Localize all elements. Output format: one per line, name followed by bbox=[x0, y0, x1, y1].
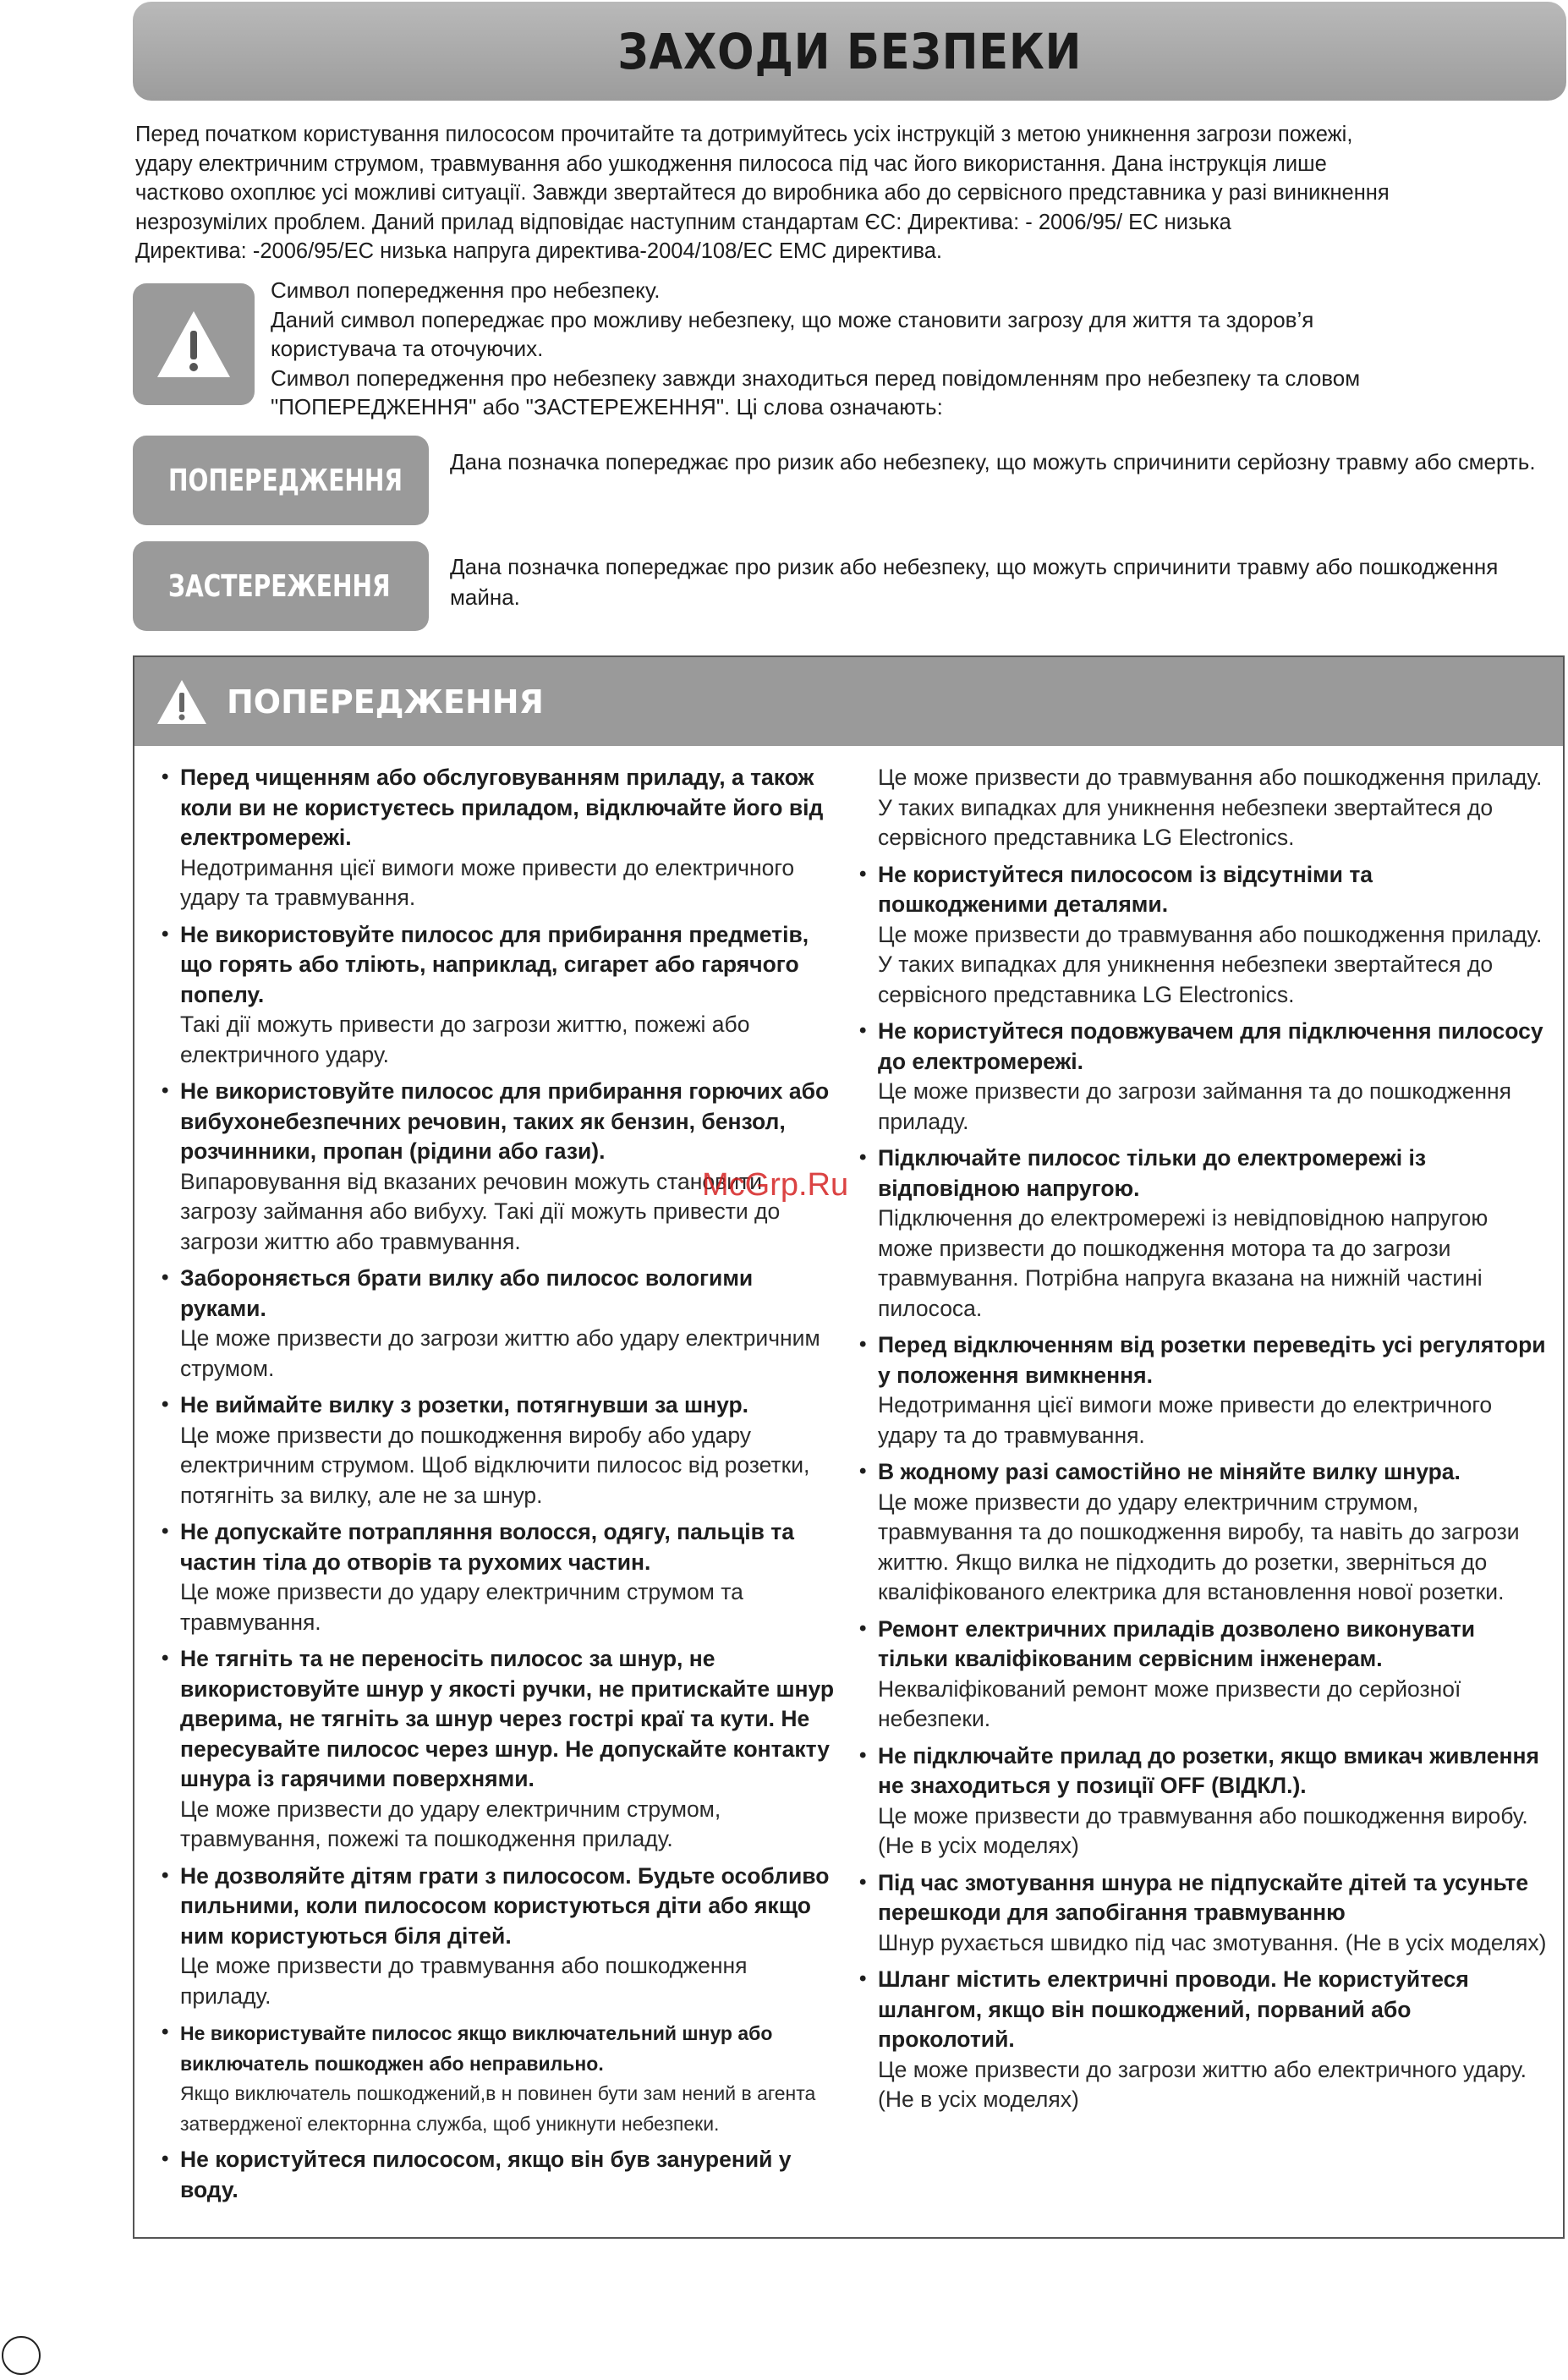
symbol-line: Символ попередження про небезпеку. bbox=[271, 277, 661, 303]
item-body: Недотримання цієї вимоги може привести до електричного удару та до травмування. bbox=[878, 1392, 1493, 1448]
list-item bbox=[858, 1868, 1547, 1959]
title-bar bbox=[133, 2, 1566, 101]
item-heading: Перед чищенням або обслуговуванням приладу, а також коли ви не користуєтесь приладом, відключайте його від електромережі. bbox=[180, 765, 824, 850]
list-item bbox=[160, 1862, 836, 2012]
item-heading: Не використовуйте пилосос для прибирання предметів, що горять або тліють, наприклад, сигарет або гарячого попелу. bbox=[180, 921, 809, 1007]
warning-triangle-icon bbox=[156, 678, 208, 726]
item-body: Шнур рухається швидко під час змотування. (Не в усіх моделях) bbox=[878, 1929, 1547, 1955]
warning-triangle-icon bbox=[155, 309, 233, 380]
item-heading: Під час змотування шнура не підпускайте дітей та усуньте перешкоди для запобігання травмуванню bbox=[878, 1869, 1529, 1925]
list-item bbox=[160, 2145, 836, 2205]
warning-symbol-tile bbox=[133, 283, 255, 405]
list-item bbox=[858, 1330, 1547, 1450]
intro-line: Перед початком користування пилососом прочитайте та дотримуйтесь усіх інструкцій з метою уникнення загрози пожежі, bbox=[135, 123, 1353, 146]
watermark: McGrp.Ru bbox=[702, 1167, 849, 1203]
list-item bbox=[858, 860, 1547, 1011]
item-body: Це може призвести до травмування або пошкодження приладу. bbox=[180, 1953, 748, 2009]
warning-box bbox=[133, 655, 1565, 2239]
item-body: Це може призвести до удару електричним струмом, травмування та до пошкодження виробу, та навіть до загрози життю. Якщо вилка не підходить до розетки, зверніться до кваліфікованого електрика для встановлення нової розетки. bbox=[878, 1489, 1520, 1604]
item-heading: Не використовуйте пилосос для прибирання горючих або вибухонебезпечних речовин, таких як бензин, бензол, розчинники, пропан (рідини або гази). bbox=[180, 1078, 830, 1164]
warning-label bbox=[133, 436, 429, 525]
item-body: Якщо виключатель пошкоджений,в н повинен бути зам нений в агента затвердженої електорнна служба, щоб уникнути небезпеки. bbox=[180, 2082, 816, 2135]
item-heading: Не підключайте прилад до розетки, якщо вмикач живлення не знаходиться у позиції OFF (ВІДКЛ.). bbox=[878, 1742, 1539, 1798]
item-heading: Не користуйтеся пилососом із відсутніми та пошкодженими деталями. bbox=[878, 861, 1373, 917]
item-heading: В жодному разі самостійно не міняйте вилку шнура. bbox=[878, 1459, 1461, 1484]
list-item bbox=[160, 1644, 836, 1855]
item-body: Підключення до електромережі із невідповідною напругою може призвести до пошкодження мотора та до загрози травмування. Потрібна напруга вказана на нижній частині пилососа. bbox=[878, 1205, 1489, 1321]
list-item bbox=[858, 1143, 1547, 1324]
warning-label-text: ПОПЕРЕДЖЕННЯ bbox=[168, 463, 403, 498]
continued-text: Це може призвести до травмування або пошкодження приладу. У таких випадках для уникнення небезпеки звертайтеся до сервісного представника LG Electronics. bbox=[878, 765, 1543, 850]
item-heading: Не виймайте вилку з розетки, потягнувши за шнур. bbox=[180, 1392, 749, 1418]
item-body: Такі дії можуть привести до загрози життю, пожежі або електричного удару. bbox=[180, 1012, 750, 1067]
symbol-line: користувача та оточуючих. bbox=[271, 336, 544, 361]
page-title: ЗАХОДИ БЕЗПЕКИ bbox=[617, 22, 1082, 80]
caution-label-description: Дана позначка попереджає про ризик або небезпеку, що можуть спричинити травму або пошкодження майна. bbox=[450, 554, 1499, 610]
intro-line: незрозумілих проблем. Даний прилад відповідає наступним стандартам ЄС: Директива: - 2006/95/ ЕС низька bbox=[135, 210, 1231, 234]
symbol-line: "ПОПЕРЕДЖЕННЯ" або "ЗАСТЕРЕЖЕННЯ". Ці слова означають: bbox=[271, 394, 943, 420]
warning-label-description: Дана позначка попереджає про ризик або небезпеку, що можуть спричинити серйозну травму або смерть. bbox=[450, 449, 1536, 474]
list-item bbox=[858, 1457, 1547, 1608]
item-body: Це може призвести до пошкодження виробу або удару електричним струмом. Щоб відключити пилосос від розетки, потягніть за вилку, але не за шнур. bbox=[180, 1422, 810, 1508]
item-body: Це може призвести до загрози життю або удару електричним струмом. bbox=[180, 1325, 820, 1381]
item-heading: Забороняється брати вилку або пилосос вологими руками. bbox=[180, 1265, 754, 1321]
caution-label bbox=[133, 541, 429, 631]
item-heading: Не допускайте потрапляння волосся, одягу, пальців та частин тіла до отворів та рухомих частин. bbox=[180, 1519, 794, 1575]
intro-line: Директива: -2006/95/ЕС низька напруга директива-2004/108/ЕС EMC директива. bbox=[135, 239, 942, 263]
list-item bbox=[160, 920, 836, 1071]
caution-label-text: ЗАСТЕРЕЖЕННЯ bbox=[168, 568, 391, 604]
item-body: Недотримання цієї вимоги може привести до електричного удару та травмування. bbox=[180, 854, 795, 910]
item-heading: Не користуйтеся пилососом, якщо він був занурений у воду. bbox=[180, 2147, 792, 2202]
item-body: Це може призвести до загрози життю або електричного удару.(Не в усіх моделях) bbox=[878, 2056, 1527, 2112]
intro-line: частково охоплює усі можливі ситуації. Завжди звертайтеся до виробника або до сервісного представника у разі виникнення bbox=[135, 181, 1390, 205]
item-body: Це може призвести до травмування або пошкодження виробу.(Не в усіх моделях) bbox=[878, 1802, 1528, 1858]
item-body: Це може призвести до травмування або пошкодження приладу. У таких випадках для уникнення небезпеки звертайтеся до сервісного представника LG Electronics. bbox=[878, 921, 1543, 1007]
list-item bbox=[160, 2018, 836, 2138]
page-number-circle bbox=[2, 2336, 41, 2375]
list-item bbox=[160, 1517, 836, 1637]
list-item bbox=[858, 1965, 1547, 2115]
item-heading: Перед відключенням від розетки переведіть усі регулятори у положення вимкнення. bbox=[878, 1332, 1546, 1388]
warning-column-left bbox=[160, 763, 836, 2212]
item-heading: Ремонт електричних приладів дозволено виконувати тільки кваліфікованим сервісним інженерам. bbox=[878, 1615, 1476, 1671]
warning-column-right bbox=[858, 763, 1547, 2122]
intro-line: удару електричним струмом, травмування або ушкодження пилососа під час його використання. Дана інструкція лише bbox=[135, 151, 1327, 176]
item-body: Це може призвести до удару електричним струмом, травмування, пожежі та пошкодження приладу. bbox=[180, 1796, 721, 1851]
list-item bbox=[858, 1615, 1547, 1735]
item-body: Це може призвести до удару електричним струмом та травмування. bbox=[180, 1579, 743, 1635]
list-item bbox=[858, 1017, 1547, 1137]
item-heading: Не використувайте пилосос якщо виключательний шнур або виключатель пошкоджен або неправильно. bbox=[180, 2022, 773, 2075]
intro-text bbox=[135, 120, 1565, 266]
item-body: Це може призвести до загрози займання та до пошкодження приладу. bbox=[878, 1078, 1511, 1134]
item-heading: Підключайте пилосос тільки до електромережі із відповідною напругою. bbox=[878, 1145, 1427, 1201]
list-item bbox=[858, 1741, 1547, 1862]
symbol-line: Даний символ попереджає про можливу небезпеку, що може становити загрозу для життя та здоров’я bbox=[271, 306, 1314, 332]
item-heading: Шланг містить електричні проводи. Не користуйтеся шлангом, якщо він пошкоджений, порваний або проколотий. bbox=[878, 1966, 1469, 2052]
warning-box-header bbox=[134, 657, 1563, 746]
item-body: Некваліфікований ремонт може призвести до серйозної небезпеки. bbox=[878, 1675, 1461, 1731]
warning-box-title: ПОПЕРЕДЖЕННЯ bbox=[227, 683, 544, 721]
symbol-description bbox=[271, 276, 1566, 422]
item-heading: Не користуйтеся подовжувачем для підключення пилососу до електромережі. bbox=[878, 1018, 1543, 1074]
item-heading: Не тягніть та не переносіть пилосос за шнур, не використовуйте шнур у якості ручки, не притискайте шнур дверима, не тягніть за шнур через гострі краї та кути. Не пересувайте пилосос через шнур. Не допускайте контакту шнура із гарячими поверхнями. bbox=[180, 1646, 835, 1791]
item-heading: Не дозволяйте дітям грати з пилососом. Будьте особливо пильними, коли пилососом користуються діти або якщо ним користуються біля дітей. bbox=[180, 1862, 830, 1949]
symbol-line: Символ попередження про небезпеку завжди знаходиться перед повідомленням про небезпеку та словом bbox=[271, 365, 1361, 391]
list-item bbox=[160, 1264, 836, 1384]
item-body: Випаровування від вказаних речовин можуть становити загрозу займання або вибуху. Такі дії можуть привести до загрози життю або травмування. bbox=[180, 1168, 781, 1254]
list-item bbox=[160, 1390, 836, 1511]
list-item bbox=[160, 763, 836, 913]
